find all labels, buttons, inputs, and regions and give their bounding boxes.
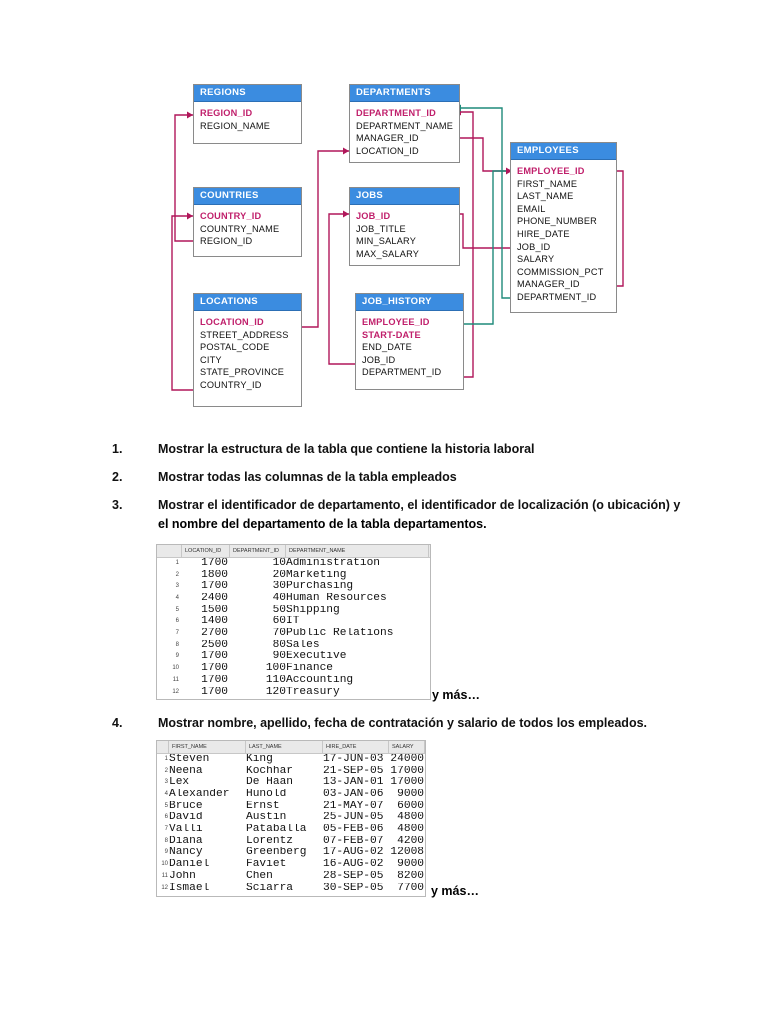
table-cell: 1400 [201, 616, 228, 628]
table-column: HIRE_DATE [517, 228, 570, 239]
table-cell: 100 [265, 663, 286, 675]
table-row[interactable] [157, 883, 425, 895]
table-cell: Executive [286, 651, 347, 663]
table-cell: 2500 [201, 639, 228, 651]
table-cell: 21-SEP-05 [323, 765, 384, 777]
table-cell: 7700 [397, 882, 424, 894]
table-column: REGION_NAME [200, 120, 271, 131]
table-column: JOB_ID [362, 354, 396, 365]
column-header[interactable]: SALARY [389, 741, 425, 753]
row-number: 5 [175, 606, 179, 613]
table-title: REGIONS [194, 85, 301, 102]
table-cell: Steven [169, 753, 210, 765]
table-column: END_DATE [362, 342, 412, 353]
link-emp-dept [455, 108, 512, 298]
table-cell: 120 [265, 686, 286, 698]
table-cell: 1700 [201, 686, 228, 698]
row-number: 8 [175, 641, 179, 648]
primary-key-column: JOB_ID [356, 211, 391, 221]
column-header[interactable]: LOCATION_ID [182, 545, 230, 557]
table-cell: 6000 [397, 800, 424, 812]
table-row[interactable] [157, 859, 425, 871]
table-cell: 1700 [201, 557, 228, 569]
primary-key-column: COUNTRY_ID [200, 211, 262, 221]
table-locations [193, 293, 302, 407]
table-column: MANAGER_ID [356, 133, 419, 144]
row-number: 10 [172, 665, 179, 672]
row-number: 8 [164, 837, 168, 844]
table-cell: Purchasing [286, 581, 354, 593]
question-text: Mostrar el identificador de departamento, el identificador de localización (o ubicación) y [158, 498, 681, 512]
table-cell: Public Relations [286, 628, 394, 640]
table-cell: Sciarra [246, 882, 293, 894]
table-cell: 07-FEB-07 [323, 835, 384, 847]
link-region [175, 115, 193, 241]
row-number: 9 [175, 653, 179, 660]
table-column: COUNTRY_NAME [200, 223, 280, 234]
table-cell: 28-SEP-05 [323, 870, 384, 882]
table-cell: 24000 [390, 753, 424, 765]
table-row[interactable] [157, 605, 430, 617]
primary-key-column: DEPARTMENT_ID [356, 108, 437, 118]
more-results-note: y más… [431, 884, 479, 898]
table-cell: Lorentz [246, 835, 293, 847]
table-column: COUNTRY_ID [200, 379, 262, 390]
table-cell: 70 [272, 628, 286, 640]
table-cell: 1700 [201, 651, 228, 663]
table-cell: 50 [272, 604, 286, 616]
table-cell: 17000 [390, 765, 424, 777]
table-row[interactable] [157, 812, 425, 824]
table-row[interactable] [157, 558, 430, 570]
table-cell: Alexander [169, 789, 230, 801]
table-cell: 90 [272, 651, 286, 663]
table-column: SALARY [517, 254, 555, 265]
table-cell: Kochhar [246, 765, 293, 777]
table-countries [193, 187, 302, 257]
row-number: 5 [164, 802, 168, 809]
table-row[interactable] [157, 801, 425, 813]
table-column: EMAIL [517, 203, 546, 214]
table-column: PHONE_NUMBER [517, 216, 597, 227]
question-number: 2. [112, 470, 123, 484]
table-cell: 13-JAN-01 [323, 777, 384, 789]
table-row[interactable] [157, 652, 430, 664]
table-row[interactable] [157, 581, 430, 593]
table-cell: 80 [272, 639, 286, 651]
question-text: Mostrar nombre, apellido, fecha de contratación y salario de todos los empleados. [158, 716, 648, 730]
table-cell: Ismael [169, 882, 210, 894]
table-cell: 1500 [201, 604, 228, 616]
table-employees [510, 142, 617, 313]
table-cell: 20 [272, 569, 286, 581]
column-header[interactable]: FIRST_NAME [169, 741, 246, 753]
question-text: Mostrar la estructura de la tabla que contiene la historia laboral [158, 442, 535, 456]
row-number: 1 [164, 755, 168, 762]
table-row[interactable] [157, 570, 430, 582]
table-cell: 1700 [201, 581, 228, 593]
table-regions [193, 84, 302, 144]
row-number: 7 [175, 630, 179, 637]
table-row[interactable] [157, 789, 425, 801]
table-row[interactable] [157, 766, 425, 778]
grid-header [157, 545, 430, 558]
table-cell: 2700 [201, 628, 228, 640]
table-column: JOB_TITLE [356, 223, 406, 234]
row-number: 9 [164, 849, 168, 856]
table-row[interactable] [157, 754, 425, 766]
table-cell: John [169, 870, 196, 882]
table-cell: Treasury [286, 686, 340, 698]
link-country [172, 216, 193, 390]
table-row[interactable] [157, 593, 430, 605]
primary-key-column: EMPLOYEE_ID [362, 317, 430, 327]
table-cell: 1700 [201, 674, 228, 686]
question-3-continuation: el nombre del departamento de la tabla departamentos. [158, 517, 487, 531]
table-column: DEPARTMENT_NAME [356, 120, 454, 131]
table-row[interactable] [157, 675, 430, 687]
table-cell: Nancy [169, 847, 203, 859]
table-row[interactable] [157, 836, 425, 848]
result-grid-departments [156, 544, 431, 700]
table-cell: Sales [286, 639, 320, 651]
row-number: 4 [164, 791, 168, 798]
table-cell: Bruce [169, 800, 203, 812]
grid-body [157, 754, 425, 894]
table-row[interactable] [157, 640, 430, 652]
question-text: Mostrar todas las columnas de la tabla empleados [158, 470, 457, 484]
table-cell: 9000 [397, 789, 424, 801]
table-cell: Austin [246, 812, 287, 824]
row-number: 3 [175, 583, 179, 590]
table-cell: Lex [169, 777, 190, 789]
table-title: COUNTRIES [194, 188, 301, 205]
column-header[interactable]: LAST_NAME [246, 741, 323, 753]
table-row[interactable] [157, 777, 425, 789]
question-number: 4. [112, 716, 123, 730]
table-cell: 2400 [201, 593, 228, 605]
table-cell: 4200 [397, 835, 424, 847]
table-cell: Finance [286, 663, 333, 675]
table-column: MAX_SALARY [356, 248, 420, 259]
grid-header [157, 741, 425, 754]
table-cell: 25-JUN-05 [323, 812, 384, 824]
row-number: 1 [175, 559, 179, 566]
table-title: LOCATIONS [194, 294, 301, 311]
table-cell: Diana [169, 835, 203, 847]
table-column: STATE_PROVINCE [200, 367, 285, 378]
table-cell: 60 [272, 616, 286, 628]
table-row[interactable] [157, 628, 430, 640]
primary-key-column: EMPLOYEE_ID [517, 166, 585, 176]
row-number: 6 [175, 618, 179, 625]
table-cell: Shipping [286, 604, 340, 616]
table-row[interactable] [157, 616, 430, 628]
table-cell: Faviet [246, 859, 287, 871]
table-row[interactable] [157, 871, 425, 883]
table-cell: Valli [169, 824, 203, 836]
table-cell: Daniel [169, 859, 210, 871]
row-number: 12 [161, 884, 168, 891]
question-number: 3. [112, 498, 123, 512]
table-title: JOBS [350, 188, 459, 205]
question-number: 1. [112, 442, 123, 456]
table-cell: De Haan [246, 777, 293, 789]
table-cell: Chen [246, 870, 273, 882]
table-column: MIN_SALARY [356, 236, 417, 247]
table-row[interactable] [157, 687, 430, 699]
table-row[interactable] [157, 848, 425, 860]
primary-key-column: REGION_ID [200, 108, 253, 118]
table-column: MANAGER_ID [517, 279, 580, 290]
table-cell: 17-JUN-03 [323, 753, 384, 765]
table-departments [349, 84, 460, 163]
table-cell: 21-MAY-07 [323, 800, 384, 812]
table-cell: Neena [169, 765, 203, 777]
table-cell: 17000 [390, 777, 424, 789]
row-number: 6 [164, 814, 168, 821]
table-cell: 40 [272, 593, 286, 605]
table-cell: 1700 [201, 663, 228, 675]
table-cell: 8200 [397, 870, 424, 882]
table-column: DEPARTMENT_ID [517, 291, 597, 302]
table-column: LOCATION_ID [356, 145, 419, 156]
table-title: EMPLOYEES [511, 143, 616, 160]
row-number: 3 [164, 779, 168, 786]
table-cell: 03-JAN-06 [323, 789, 384, 801]
table-cell: Hunold [246, 789, 287, 801]
table-cell: 30 [272, 581, 286, 593]
column-header[interactable]: DEPARTMENT_NAME [286, 545, 429, 557]
table-cell: 9000 [397, 859, 424, 871]
table-cell: 4800 [397, 812, 424, 824]
table-title: DEPARTMENTS [350, 85, 459, 102]
row-number-header [157, 741, 169, 753]
table-row[interactable] [157, 824, 425, 836]
primary-key-column: START-DATE [362, 329, 421, 340]
row-number: 2 [164, 767, 168, 774]
table-cell: David [169, 812, 203, 824]
row-number: 11 [172, 676, 179, 683]
table-cell: Greenberg [246, 847, 307, 859]
table-cell: IT [286, 616, 300, 628]
table-cell: 4800 [397, 824, 424, 836]
row-number: 11 [161, 872, 168, 879]
table-cell: 05-FEB-06 [323, 824, 384, 836]
row-number-header [157, 545, 182, 557]
table-column: STREET_ADDRESS [200, 329, 289, 340]
table-cell: Marketing [286, 569, 347, 581]
table-column: POSTAL_CODE [200, 342, 270, 353]
table-cell: Ernst [246, 800, 280, 812]
table-cell: 30-SEP-05 [323, 882, 384, 894]
table-cell: Accounting [286, 674, 354, 686]
table-cell: 12008 [390, 847, 424, 859]
table-column: FIRST_NAME [517, 178, 578, 189]
table-title: JOB_HISTORY [356, 294, 463, 311]
row-number: 7 [164, 826, 168, 833]
table-column: LAST_NAME [517, 191, 574, 202]
row-number: 12 [172, 688, 179, 695]
table-cell: Pataballa [246, 824, 307, 836]
column-header[interactable]: HIRE_DATE [323, 741, 389, 753]
table-cell: Human Resources [286, 593, 387, 605]
table-job-history [355, 293, 464, 390]
table-row[interactable] [157, 663, 430, 675]
table-column: JOB_ID [517, 241, 551, 252]
result-grid-employees [156, 740, 426, 897]
table-cell: 1800 [201, 569, 228, 581]
table-cell: King [246, 753, 273, 765]
table-cell: 17-AUG-02 [323, 847, 384, 859]
more-results-note: y más… [432, 688, 480, 702]
table-column: DEPARTMENT_ID [362, 367, 442, 378]
row-number: 10 [161, 861, 168, 868]
table-cell: Administration [286, 557, 380, 569]
table-jobs [349, 187, 460, 266]
primary-key-column: LOCATION_ID [200, 317, 264, 327]
row-number: 4 [175, 595, 179, 602]
table-cell: 16-AUG-02 [323, 859, 384, 871]
grid-body [157, 558, 430, 698]
column-header[interactable]: DEPARTMENT_ID [230, 545, 286, 557]
table-cell: 110 [265, 674, 286, 686]
table-cell: 10 [272, 557, 286, 569]
row-number: 2 [175, 571, 179, 578]
table-column: REGION_ID [200, 236, 253, 247]
table-column: COMMISSION_PCT [517, 266, 604, 277]
table-column: CITY [200, 354, 222, 365]
